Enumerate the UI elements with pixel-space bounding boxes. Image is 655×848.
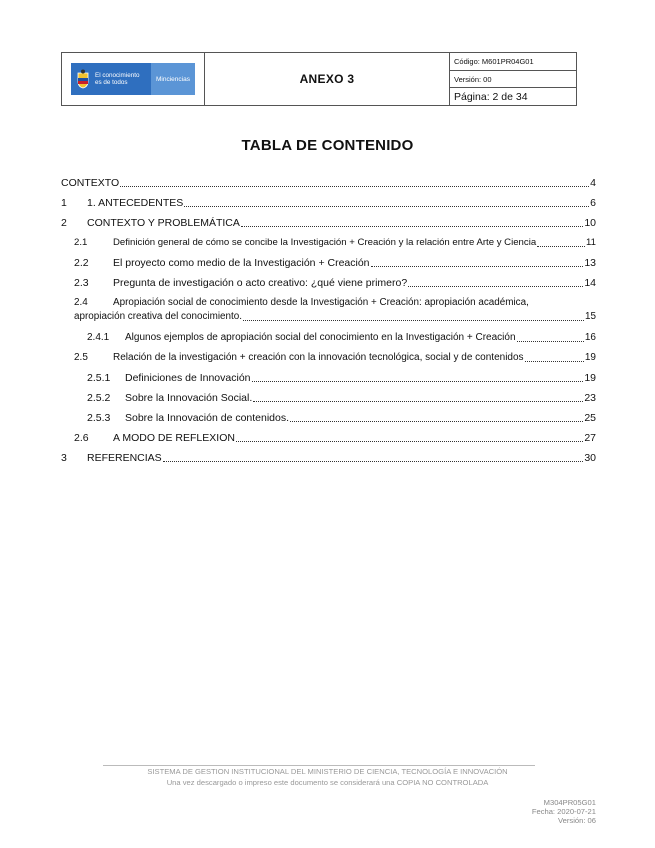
toc-entry[interactable] <box>87 412 596 425</box>
toc-entry-page: 27 <box>584 432 596 444</box>
toc-entry-number: 2 <box>61 217 67 229</box>
toc-entry-number: 2.2 <box>74 257 89 269</box>
toc-entry[interactable] <box>87 392 596 405</box>
toc-entry-text: 1. ANTECEDENTES <box>87 197 184 209</box>
toc-entry-text: Definición general de cómo se concibe la Investigación + Creación y la relación entre Arte y Ciencia <box>113 237 537 248</box>
toc-entry-text: CONTEXTO <box>61 177 120 189</box>
toc-entry-number: 2.5.2 <box>87 392 111 404</box>
toc-entry[interactable] <box>74 432 596 445</box>
logo-text-line2: es de todos <box>95 79 128 86</box>
toc-entry[interactable] <box>87 372 596 385</box>
toc-entry-text: Definiciones de Innovación <box>125 372 251 384</box>
toc-entry-page: 30 <box>584 452 596 464</box>
toc-entry[interactable] <box>87 332 596 345</box>
document-header <box>61 52 577 106</box>
toc-entry[interactable] <box>74 237 596 250</box>
toc-entry-number: 2.4 <box>74 297 88 308</box>
toc-entry-text-continued: apropiación creativa del conocimiento. <box>74 311 242 322</box>
toc-entry-page: 16 <box>584 332 596 343</box>
toc-entry-number: 2.1 <box>74 237 88 248</box>
footer-system-name: SISTEMA DE GESTION INSTITUCIONAL DEL MINISTERIO DE CIENCIA, TECNOLOGÍA E INNOVACIÓN <box>147 767 508 776</box>
toc-entry-text: Sobre la Innovación de contenidos. <box>125 412 290 424</box>
toc-entry-number: 2.4.1 <box>87 332 110 343</box>
toc-entry[interactable] <box>74 352 596 365</box>
coat-of-arms-icon <box>74 67 92 91</box>
toc-entry-page: 6 <box>590 197 596 209</box>
toc-entry-number: 2.3 <box>74 277 89 289</box>
footer-copy-notice: Una vez descargado o impreso este documento se considerará una COPIA NO CONTROLADA <box>166 778 489 787</box>
toc-title: TABLA DE CONTENIDO <box>241 137 414 154</box>
document-meta <box>450 53 576 105</box>
toc-entry-page: 25 <box>584 412 596 424</box>
toc-entry-text: Sobre la Innovación Social. <box>125 392 253 404</box>
logo-text-line1: El conocimiento <box>95 72 140 79</box>
toc-entry-page: 11 <box>586 237 596 248</box>
toc-entry-page: 4 <box>590 177 596 189</box>
toc-entry-continuation[interactable] <box>74 311 596 324</box>
document-code: Código: M601PR04G01 <box>450 53 576 71</box>
toc-entry-multiline[interactable] <box>74 297 596 308</box>
toc-entry-number: 2.5 <box>74 352 88 363</box>
footer-doc-date: Fecha: 2020-07-21 <box>531 807 596 816</box>
toc-entry-text: Algunos ejemplos de apropiación social del conocimiento en la Investigación + Creación <box>125 332 516 343</box>
toc-entry-number: 1 <box>61 197 67 209</box>
toc-entry-page: 15 <box>585 311 596 322</box>
toc-entry-number: 3 <box>61 452 67 464</box>
toc-entry-page: 23 <box>584 392 596 404</box>
document-title: ANEXO 3 <box>205 53 450 105</box>
ministry-logo <box>71 63 195 95</box>
toc-entry-page: 14 <box>584 277 596 289</box>
toc-entry-page: 10 <box>584 217 596 229</box>
logo-ministry-name: Minciencias <box>151 63 195 95</box>
toc-entry-text: A MODO DE REFLEXION <box>113 432 235 444</box>
logo-cell <box>62 53 205 105</box>
toc-entry[interactable] <box>61 217 596 230</box>
toc-entry[interactable] <box>61 452 596 465</box>
toc-entry-text: Apropiación social de conocimiento desde la Investigación + Creación: apropiación académica, <box>113 297 529 308</box>
footer-doc-version: Versión: 06 <box>558 816 596 825</box>
toc-entry-number: 2.6 <box>74 432 89 444</box>
toc-entry-text: Relación de la investigación + creación con la innovación tecnológica, social y de contenidos <box>113 352 524 363</box>
toc-entry[interactable] <box>61 197 596 210</box>
document-version: Versión: 00 <box>450 71 576 89</box>
footer-divider <box>103 765 535 766</box>
toc-entry-text: El proyecto como medio de la Investigación + Creación <box>113 257 370 269</box>
toc-entry[interactable] <box>74 277 596 290</box>
footer-doc-code: M304PR05G01 <box>543 798 596 807</box>
toc-entry-number: 2.5.1 <box>87 372 111 384</box>
toc-entry[interactable] <box>61 177 596 190</box>
toc-entry-text: REFERENCIAS <box>87 452 162 464</box>
toc-entry-number: 2.5.3 <box>87 412 111 424</box>
toc-entry-page: 19 <box>584 352 596 363</box>
toc-entry-page: 19 <box>584 372 596 384</box>
toc-entry-page: 13 <box>584 257 596 269</box>
toc-entry-text: Pregunta de investigación o acto creativo: ¿qué viene primero? <box>113 277 408 289</box>
toc-entry[interactable] <box>74 257 596 270</box>
page-number: Página: 2 de 34 <box>454 90 528 103</box>
toc-entry-text: CONTEXTO Y PROBLEMÁTICA <box>87 217 240 229</box>
